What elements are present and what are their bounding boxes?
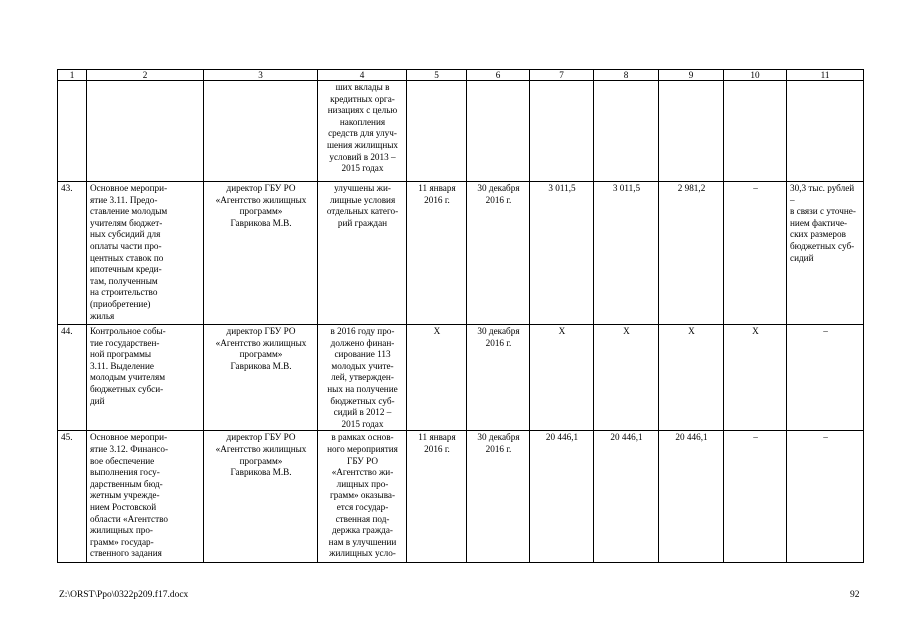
column-number: 2 [87,70,204,81]
file-path: Z:\ORST\Ppo\0322p209.f17.docx [59,590,189,600]
event-name [87,81,204,182]
end-date: 30 декабря 2016 г. [467,325,530,431]
value-col7: 3 011,5 [530,182,594,325]
table-row [58,431,864,563]
end-date: 30 декабря 2016 г. [467,431,530,563]
column-number: 9 [659,70,724,81]
table-row [58,81,864,182]
executor: директор ГБУ РО «Агентство жилищных программ» Гаврикова М.В. [204,431,318,563]
column-number: 7 [530,70,594,81]
column-number: 1 [58,70,87,81]
column-number: 3 [204,70,318,81]
event-name: Основное меропри- ятие 3.12. Финансо- вое обеспечение выполнения госу- дарственным бюд- жетным учрежде- нием Ростовской области «Агентство жилищных про- грамм» государ- ственного задания [87,431,204,563]
value-col7 [530,81,594,182]
value-col9: 2 981,2 [659,182,724,325]
report-table [57,69,864,563]
value-col8: 3 011,5 [594,182,659,325]
column-number: 6 [467,70,530,81]
start-date: 11 января 2016 г. [407,431,467,563]
executor: директор ГБУ РО «Агентство жилищных программ» Гаврикова М.В. [204,325,318,431]
column-number: 4 [318,70,407,81]
value-col10: – [724,182,787,325]
note: 30,3 тыс. рублей – в связи с уточне- нием фактиче- ских размеров бюджетных суб- сидий [787,182,864,325]
executor: директор ГБУ РО «Агентство жилищных программ» Гаврикова М.В. [204,182,318,325]
value-col9 [659,81,724,182]
row-number: 44. [58,325,87,431]
note: – [787,325,864,431]
value-col10: Х [724,325,787,431]
result: ших вклады в кредитных орга- низациях с целью накопления средств для улуч- шения жилищных условий в 2013 – 2015 годах [318,81,407,182]
start-date: 11 января 2016 г. [407,182,467,325]
column-number: 5 [407,70,467,81]
result: в рамках основ- ного мероприятия ГБУ РО «Агентство жи- лищных про- грамм» оказыва- ется государ- ственная под- держка гражда- нам в улучшении жилищных усло- [318,431,407,563]
result: улучшены жи- лищные условия отдельных катего- рий граждан [318,182,407,325]
start-date: Х [407,325,467,431]
column-number-row [58,70,864,81]
value-col8 [594,81,659,182]
value-col9: Х [659,325,724,431]
end-date [467,81,530,182]
event-name: Контрольное собы- тие государствен- ной программы 3.11. Выделение молодым учителям бюджетных субси- дий [87,325,204,431]
row-number: 43. [58,182,87,325]
column-number: 11 [787,70,864,81]
note: – [787,431,864,563]
value-col10: – [724,431,787,563]
event-name: Основное меропри- ятие 3.11. Предо- ставление молодым учителям бюджет- ных субсидий для оплаты части про- центных ставок по ипотечным креди- там, полученным на строительство (приобретение) жилья [87,182,204,325]
end-date: 30 декабря 2016 г. [467,182,530,325]
executor [204,81,318,182]
row-number [58,81,87,182]
value-col7: 20 446,1 [530,431,594,563]
value-col10 [724,81,787,182]
page-number: 92 [850,590,860,600]
value-col7: Х [530,325,594,431]
row-number: 45. [58,431,87,563]
value-col9: 20 446,1 [659,431,724,563]
note [787,81,864,182]
table-row [58,182,864,325]
value-col8: Х [594,325,659,431]
value-col8: 20 446,1 [594,431,659,563]
table-row [58,325,864,431]
start-date [407,81,467,182]
column-number: 8 [594,70,659,81]
column-number: 10 [724,70,787,81]
result: в 2016 году про- должено финан- сирование 113 молодых учите- лей, утвержден- ных на получение бюджетных суб- сидий в 2012 – 2015 годах [318,325,407,431]
